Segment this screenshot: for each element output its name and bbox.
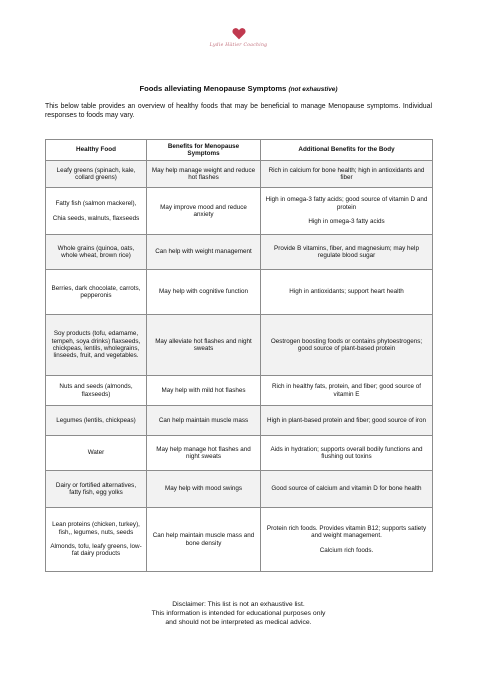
- cell-menopause-benefit: [147, 376, 261, 406]
- cell-healthy-food: [46, 235, 147, 270]
- cell-additional-benefit: [261, 235, 433, 270]
- cell-text: Rich in healthy fats, protein, and fiber; good source of vitamin E: [271, 383, 422, 398]
- table-row: [46, 471, 433, 508]
- cell-healthy-food: [46, 406, 147, 436]
- cell-additional-benefit: [261, 406, 433, 436]
- cell-text: Lean proteins (chicken, turkey), fish,, legumes, nuts, seeds: [52, 521, 140, 536]
- cell-healthy-food: [46, 471, 147, 508]
- brand-name: Lydie Hätier Coaching: [209, 43, 268, 48]
- table-row: [46, 188, 433, 235]
- cell-healthy-food: [46, 315, 147, 376]
- cell-menopause-benefit: [147, 471, 261, 508]
- cell-healthy-food: [46, 436, 147, 471]
- cell-text: High in omega-3 fatty acids; good source of vitamin D and protein: [265, 196, 428, 211]
- cell-text: Leafy greens (spinach, kale, collard greens): [56, 166, 136, 181]
- cell-text: May help with mood swings: [165, 485, 242, 493]
- cell-text: Can help with weight management: [155, 248, 252, 256]
- cell-text: May alleviate hot flashes and night sweats: [155, 337, 252, 352]
- foods-table: [45, 139, 433, 572]
- heart-icon: [232, 27, 246, 40]
- brand-logo: [0, 27, 477, 48]
- disclaimer-line: This information is intended for educational purposes only: [151, 610, 326, 618]
- cell-menopause-benefit: [147, 270, 261, 315]
- cell-text: Good source of calcium and vitamin D for bone health: [271, 485, 422, 493]
- cell-text: Nuts and seeds (almonds, flaxseeds): [59, 383, 133, 398]
- cell-additional-benefit: [261, 315, 433, 376]
- table-row: [46, 161, 433, 188]
- cell-text: Oestrogen boosting foods or contains phytoestrogens; good source of plant-based protein: [270, 337, 423, 352]
- cell-text: Dairy or fortified alternatives, fatty fish, egg yolks: [55, 481, 137, 496]
- cell-additional-benefit: [261, 161, 433, 188]
- cell-text: Provide B vitamins, fiber, and magnesium; may help regulate blood sugar: [274, 244, 419, 259]
- cell-text: Soy products (tofu, edamame, tempeh, soya drinks) flaxseeds, chickpeas, lentils, wholegrains, linseeds, fruit, and vegetables.: [51, 330, 141, 360]
- cell-text: High in antioxidants; support heart health: [289, 288, 404, 296]
- cell-menopause-benefit: [147, 436, 261, 471]
- table-row: [46, 436, 433, 471]
- disclaimer: [0, 600, 477, 628]
- cell-text: Can help maintain muscle mass and bone density: [152, 532, 255, 547]
- cell-text: Aids in hydration; supports overall bodily functions and flushing out toxins: [270, 445, 423, 460]
- disclaimer-line: and should not be interpreted as medical advice.: [165, 619, 312, 627]
- cell-healthy-food: [46, 508, 147, 572]
- table-row: [46, 376, 433, 406]
- intro-paragraph: This below table provides an overview of healthy foods that may be beneficial to manage Menopause symptoms. Individual responses to foods may vary.: [45, 103, 432, 120]
- cell-text: Calcium rich foods.: [319, 546, 374, 554]
- cell-healthy-food: [46, 188, 147, 235]
- table-row: [46, 315, 433, 376]
- cell-menopause-benefit: [147, 161, 261, 188]
- cell-additional-benefit: [261, 188, 433, 235]
- header-healthy-food: Healthy Food: [46, 140, 147, 161]
- cell-text: May help with cognitive function: [159, 288, 248, 296]
- cell-text: High in plant-based protein and fiber; good source of iron: [267, 416, 426, 424]
- cell-additional-benefit: [261, 508, 433, 572]
- cell-text: May help manage hot flashes and night sweats: [156, 445, 251, 460]
- table-row: [46, 235, 433, 270]
- cell-text: May help with mild hot flashes: [161, 386, 246, 394]
- cell-additional-benefit: [261, 270, 433, 315]
- table-header-row: [46, 140, 433, 161]
- cell-text: May improve mood and reduce anxiety: [160, 203, 247, 218]
- cell-healthy-food: [46, 270, 147, 315]
- cell-text: Berries, dark chocolate, carrots, pepperonis: [51, 284, 141, 299]
- cell-text: May help manage weight and reduce hot flashes: [151, 166, 256, 181]
- cell-menopause-benefit: [147, 188, 261, 235]
- disclaimer-line: Disclaimer: This list is not an exhaustive list.: [172, 601, 305, 608]
- cell-menopause-benefit: [147, 406, 261, 436]
- cell-text: Protein rich foods. Provides vitamin B12; supports satiety and weight management.: [266, 524, 427, 540]
- cell-menopause-benefit: [147, 235, 261, 270]
- table-row: [46, 270, 433, 315]
- table-row: [46, 508, 433, 572]
- cell-text: High in omega-3 fatty acids: [308, 218, 385, 226]
- cell-text: Almonds, tofu, leafy greens, low-fat dairy products: [50, 543, 142, 558]
- table-body: [46, 161, 433, 572]
- cell-text: Chia seeds, walnuts, flaxseeds: [52, 214, 140, 222]
- header-menopause-benefits: Benefits for Menopause Symptoms: [147, 140, 261, 161]
- title-note: (not exhaustive): [288, 86, 338, 93]
- cell-text: Water: [87, 449, 105, 457]
- page-title: [0, 84, 477, 93]
- title-text: Foods alleviating Menopause Symptoms: [139, 84, 287, 93]
- cell-text: Rich in calcium for bone health; high in antioxidants and fiber: [268, 166, 425, 181]
- header-additional-benefits: Additional Benefits for the Body: [261, 140, 433, 161]
- cell-text: Can help maintain muscle mass: [158, 416, 249, 424]
- table-row: [46, 406, 433, 436]
- cell-additional-benefit: [261, 471, 433, 508]
- cell-additional-benefit: [261, 436, 433, 471]
- cell-healthy-food: [46, 161, 147, 188]
- cell-text: Fatty fish (salmon mackerel),: [55, 200, 137, 208]
- cell-text: Whole grains (quinoa, oats, whole wheat, brown rice): [57, 244, 135, 259]
- cell-menopause-benefit: [147, 508, 261, 572]
- cell-additional-benefit: [261, 376, 433, 406]
- cell-healthy-food: [46, 376, 147, 406]
- cell-text: Legumes (lentils, chickpeas): [56, 416, 136, 424]
- cell-menopause-benefit: [147, 315, 261, 376]
